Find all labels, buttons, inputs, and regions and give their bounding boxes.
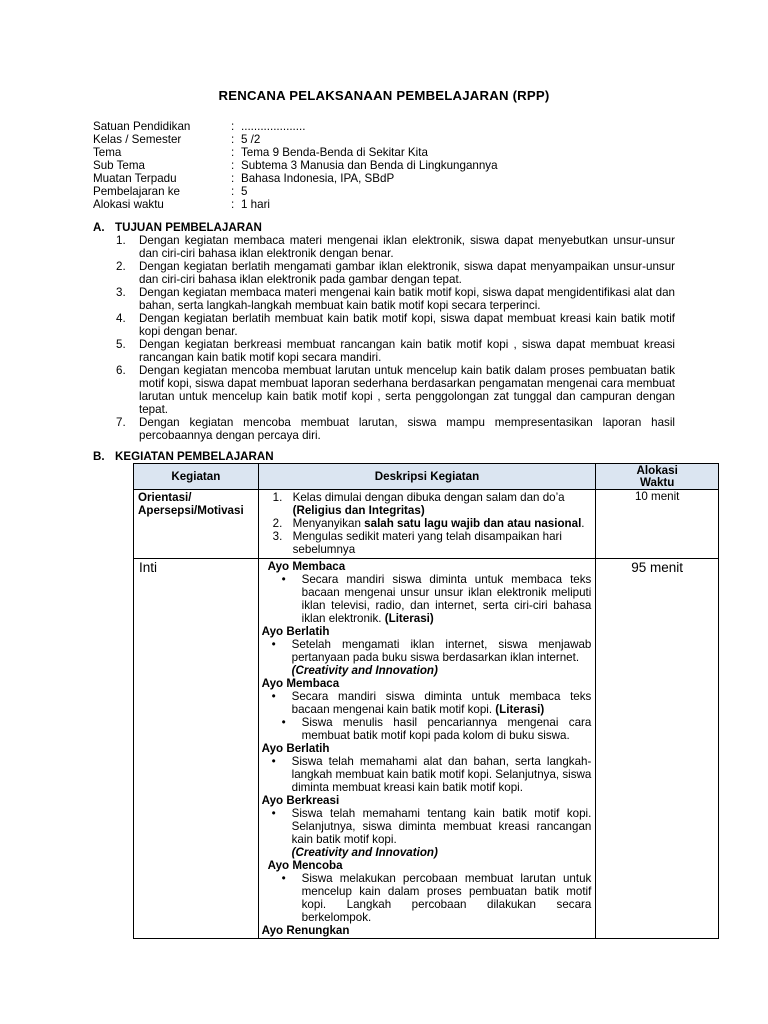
activity-heading: Ayo Renungkan — [261, 924, 350, 937]
info-row: Alokasi waktu : 1 hari — [93, 198, 271, 211]
objective-item: 4. Dengan kegiatan berlatih membuat kain batik motif kopi, siswa dapat membuat kreasi kain batik motif kopi dengan benar. — [116, 312, 675, 338]
section-a-heading: A. TUJUAN PEMBELAJARAN — [93, 221, 262, 234]
info-row: Tema : Tema 9 Benda-Benda di Sekitar Kita — [93, 146, 428, 159]
info-row: Sub Tema : Subtema 3 Manusia dan Benda di Lingkungannya — [93, 159, 498, 172]
document-title: RENCANA PELAKSANAAN PEMBELAJARAN (RPP) — [218, 88, 550, 103]
info-label: Sub Tema — [93, 159, 145, 172]
list-item: 1. Kelas dimulai dengan dibuka dengan salam dan do’a (Religius dan Integritas) — [272, 491, 565, 517]
list-item: • Siswa menulis hasil pencariannya mengenai cara membuat batik motif kopi pada kolom di buku siswa. — [281, 716, 592, 742]
info-row: Kelas / Semester : 5 /2 — [93, 133, 261, 146]
list-item: 3. Mengulas sedikit materi yang telah disampaikan hari sebelumnya — [272, 530, 562, 556]
info-row: Satuan Pendidikan : .................... — [93, 120, 306, 133]
info-label: Tema — [93, 146, 122, 159]
list-item: • Secara mandiri siswa diminta untuk membaca teks bacaan mengenai unsur unsur iklan elektronik meliputi iklan televisi, radio, dan internet, serta ciri-ciri bahasa iklan elektronik. (Literasi) — [281, 573, 592, 625]
objective-item: 1. Dengan kegiatan membaca materi mengenai iklan elektronik, siswa dapat menyebutkan unsur-unsur dan ciri-ciri bahasa iklan elektronik dengan benar. — [116, 234, 675, 260]
info-value: 5 /2 — [241, 133, 261, 146]
list-item: • Siswa melakukan percobaan membuat larutan untuk mencelup kain dalam proses pembuatan batik motif kopi. Langkah percobaan dilakukan secara berkelompok. — [281, 872, 592, 924]
info-label: Alokasi waktu — [93, 198, 164, 211]
table-row-orientasi — [134, 490, 719, 559]
identity-block — [93, 120, 498, 211]
info-row: Pembelajaran ke : 5 — [93, 185, 248, 198]
objective-item: 5. Dengan kegiatan berkreasi membuat rancangan kain batik motif kopi , siswa dapat membuat kreasi rancangan kain batik motif kopi secara mandiri. — [116, 338, 675, 364]
list-item: 2. Menyanyikan salah satu lagu wajib dan atau nasional. — [272, 517, 585, 530]
activity-heading: Ayo Membaca — [267, 560, 346, 573]
header-alokasi: Alokasi Waktu — [596, 464, 719, 490]
activity-heading: Ayo Mencoba — [267, 859, 343, 872]
info-label: Satuan Pendidikan — [93, 120, 191, 133]
list-item: • Setelah mengamati iklan internet, siswa menjawab pertanyaan pada buku siswa berdasarkan iklan internet. (Creativity and Innovation) — [271, 638, 592, 677]
list-item: • Siswa telah memahami alat dan bahan, serta langkah-langkah membuat kain batik motif kopi. Selanjutnya, siswa diminta membuat kreasi kain batik motif kopi. — [271, 755, 592, 794]
list-item: • Siswa telah memahami tentang kain batik motif kopi. Selanjutnya, siswa diminta membuat kreasi rancangan kain batik motif kopi. (Creativity and Innovation) — [271, 807, 592, 859]
info-value: Tema 9 Benda-Benda di Sekitar Kita — [241, 146, 428, 159]
activity-heading: Ayo Membaca — [261, 677, 340, 690]
info-row: Muatan Terpadu : Bahasa Indonesia, IPA, SBdP — [93, 172, 395, 185]
info-value: Subtema 3 Manusia dan Benda di Lingkungannya — [241, 159, 498, 172]
objective-item: 7. Dengan kegiatan mencoba membuat larutan, siswa mampu mempresentasikan laporan hasil percobaannya dengan percaya diri. — [116, 416, 675, 442]
inti-description — [258, 559, 596, 939]
orientasi-duration: 10 menit — [596, 490, 719, 559]
header-kegiatan: Kegiatan — [134, 464, 259, 490]
activities-table — [133, 463, 719, 939]
orientasi-description — [258, 490, 596, 559]
info-value: .................... — [241, 120, 306, 133]
table-header-row — [134, 464, 719, 490]
section-b-heading: B. KEGIATAN PEMBELAJARAN — [93, 450, 274, 463]
inti-duration: 95 menit — [596, 559, 719, 939]
header-deskripsi: Deskripsi Kegiatan — [258, 464, 596, 490]
table-row-inti — [134, 559, 719, 939]
activity-heading: Ayo Berlatih — [261, 742, 330, 755]
info-value: 1 hari — [241, 198, 271, 211]
activity-heading: Ayo Berlatih — [261, 625, 330, 638]
info-label: Pembelajaran ke — [93, 185, 181, 198]
orientasi-label: Orientasi/ Apersepsi/Motivasi — [134, 490, 259, 559]
list-item: • Secara mandiri siswa diminta untuk membaca teks bacaan mengenai kain batik motif kopi. (Literasi) — [271, 690, 592, 716]
activity-heading: Ayo Berkreasi — [261, 794, 340, 807]
objective-item: 6. Dengan kegiatan mencoba membuat larutan untuk mencelup kain batik dalam proses pembuatan batik motif kopi, siswa dapat membuat laporan sederhana berdasarkan pengamatan mengenai cara membuat larutan untuk mencelup kain batik motif kopi , serta penggolongan zat tunggal dan campuran dengan tepat. — [116, 364, 675, 416]
learning-objectives-list — [93, 234, 675, 442]
inti-label: Inti — [134, 559, 259, 939]
objective-item: 2. Dengan kegiatan berlatih mengamati gambar iklan elektronik, siswa dapat menyampaikan unsur-unsur dan ciri-ciri bahasa iklan elektronik pada gambar dengan tepat. — [116, 260, 675, 286]
info-value: 5 — [241, 185, 248, 198]
info-label: Muatan Terpadu — [93, 172, 177, 185]
objective-item: 3. Dengan kegiatan membaca materi mengenai kain batik motif kopi, siswa dapat mengidentifikasi alat dan bahan, serta langkah-langkah membuat kain batik motif kopi secara terperinci. — [116, 286, 675, 312]
info-label: Kelas / Semester — [93, 133, 182, 146]
info-value: Bahasa Indonesia, IPA, SBdP — [241, 172, 395, 185]
